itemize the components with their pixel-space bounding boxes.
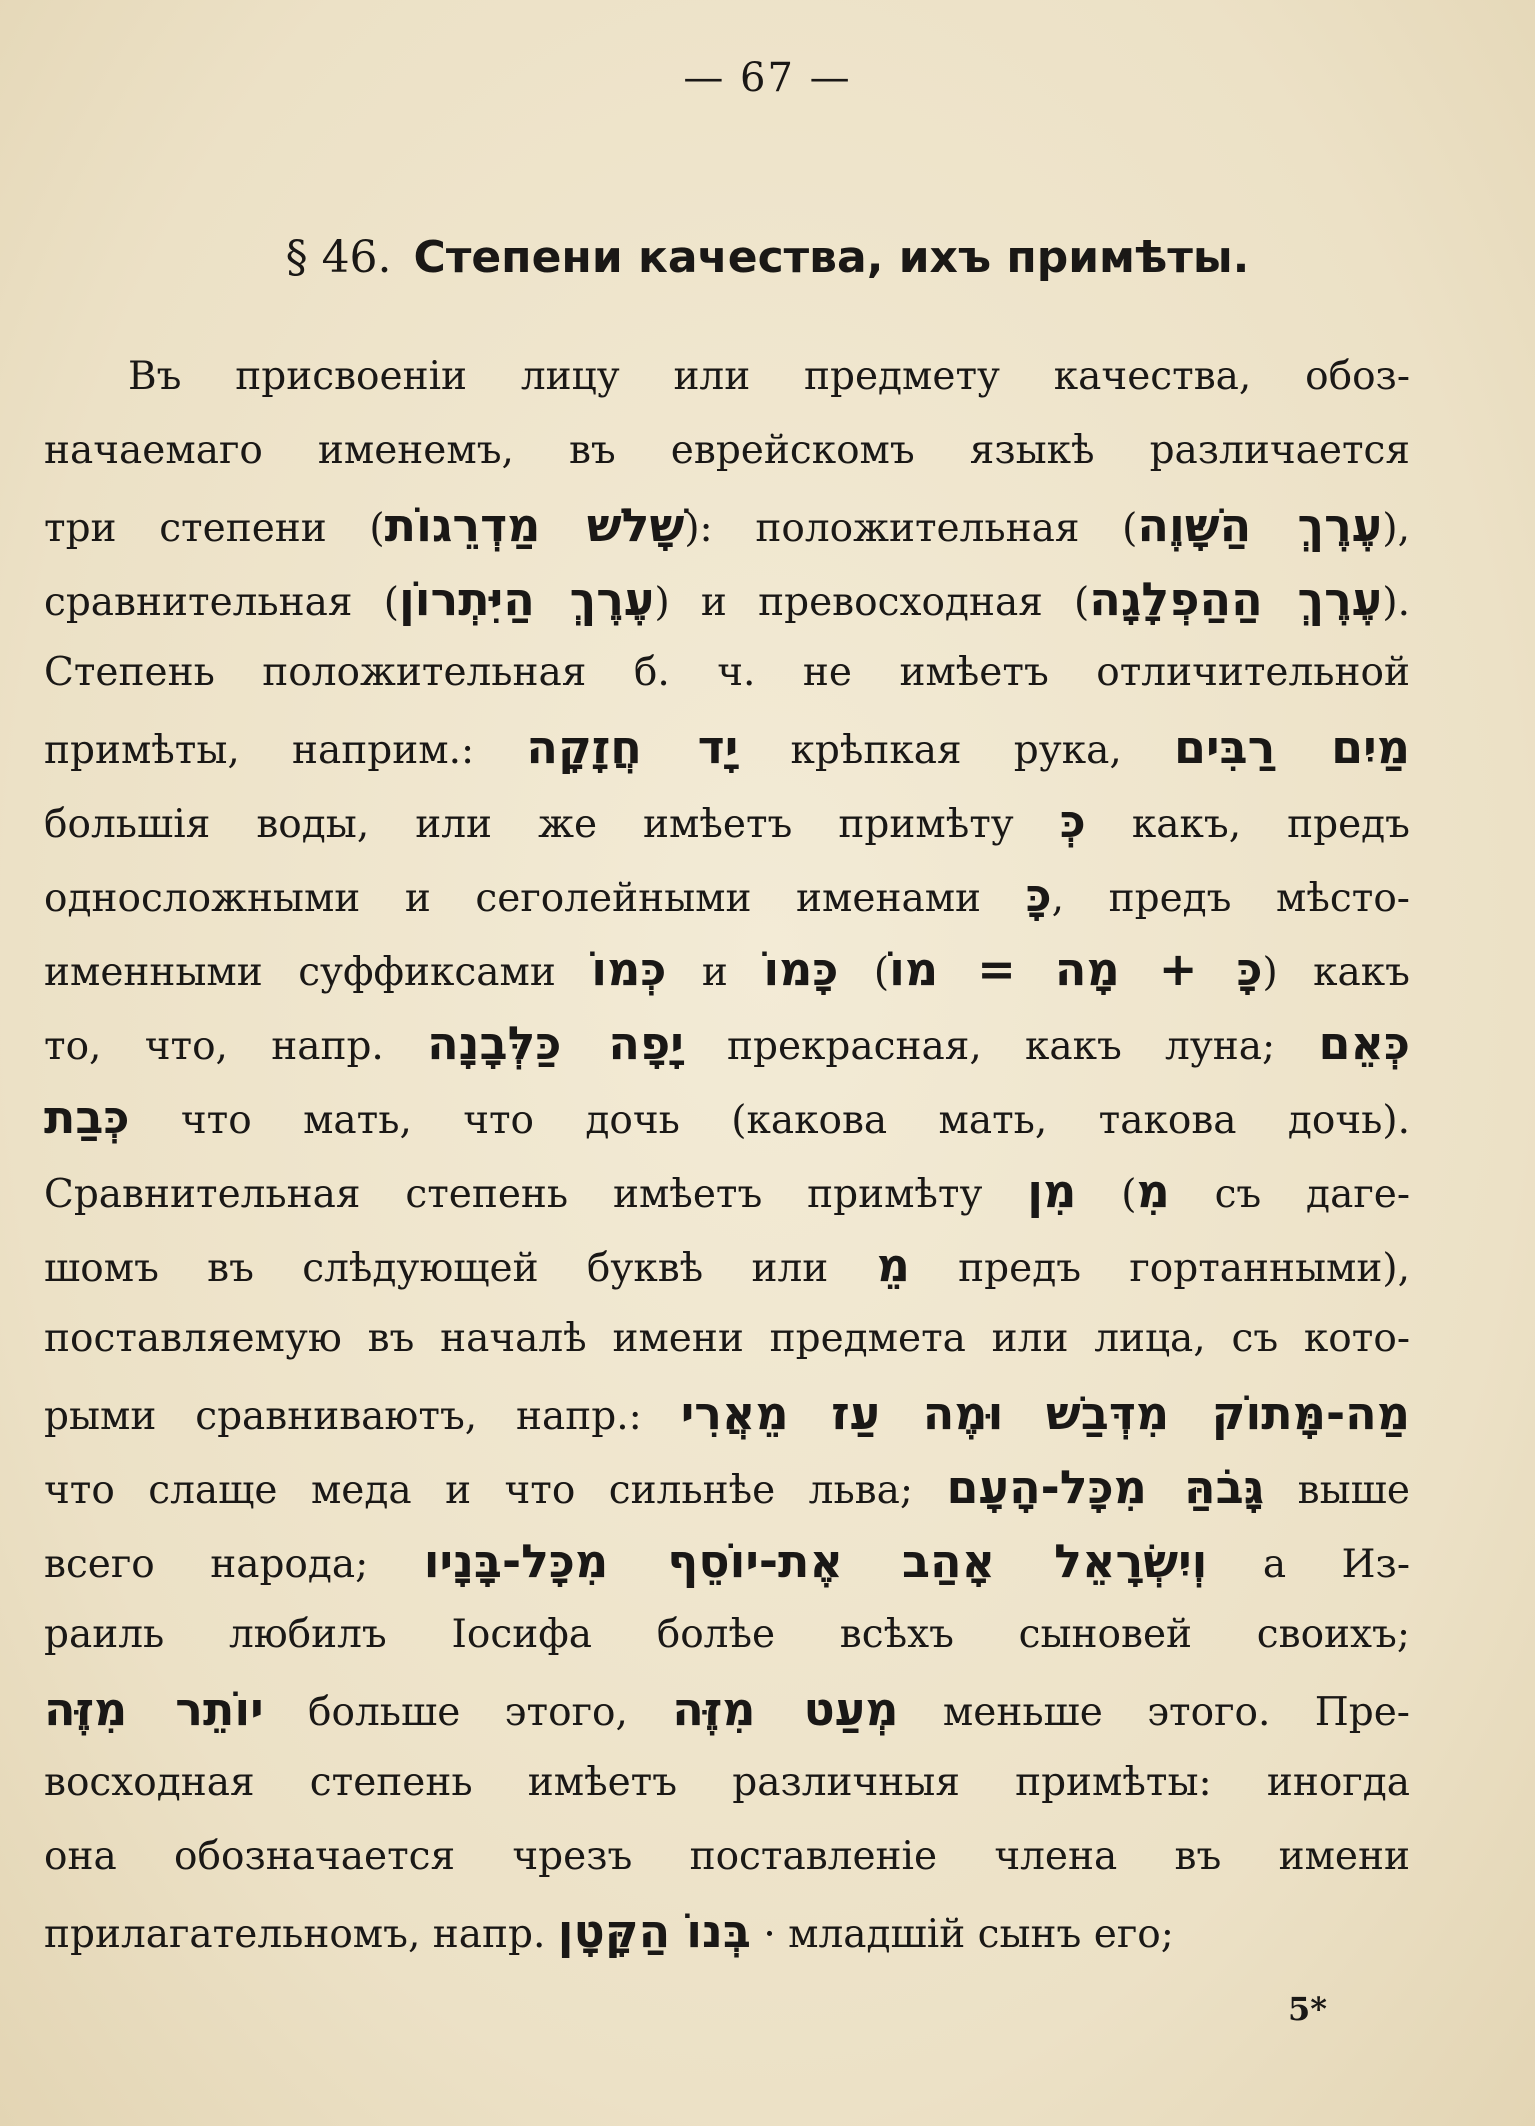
- text-run: · младшiй сынъ его;: [750, 1912, 1174, 1957]
- text-run: Степень положительная б. ч. не имѣетъ отличительной: [44, 650, 1410, 695]
- text-run: односложными и сеголейными именами: [44, 876, 1026, 921]
- text-run: Сравнительная степень имѣетъ примѣту: [44, 1172, 1028, 1217]
- hebrew-term: יָד חֲזָקָה: [526, 720, 739, 774]
- signature-mark: 5*: [1288, 1990, 1327, 2028]
- text-run: шомъ въ слѣдующей буквѣ или: [44, 1246, 877, 1291]
- hebrew-term: גָּבֹהַּ מִכָּל-הָעָם: [946, 1460, 1265, 1514]
- hebrew-term: כְּמוֹ: [591, 942, 667, 996]
- text-run: выше: [1264, 1468, 1411, 1513]
- text-line: [44, 414, 1410, 488]
- text-run: что слаще меда и что сильнѣе льва;: [44, 1468, 947, 1513]
- text-run: Въ присвоенiи лицу или предмету качества, обоз-: [128, 354, 1410, 399]
- text-run: (: [1076, 1172, 1137, 1217]
- text-run: что мать, что дочь (какова мать, такова дочь).: [129, 1098, 1410, 1143]
- text-run: меньше этого. Пре-: [898, 1690, 1410, 1735]
- text-run: всего народа;: [44, 1542, 424, 1587]
- hebrew-term: מַיִם רַבִּים: [1173, 720, 1410, 774]
- text-run: большiя воды, или же имѣетъ примѣту: [44, 802, 1060, 847]
- text-line: [44, 1450, 1410, 1524]
- body-text: [44, 340, 1410, 1968]
- text-line: [44, 710, 1410, 784]
- text-run: начаемаго именемъ, въ еврейскомъ языкѣ различается: [44, 428, 1410, 473]
- text-run: поставляемую въ началѣ имени предмета или лица, съ кото-: [44, 1316, 1410, 1361]
- text-run: ),: [1382, 506, 1410, 551]
- text-line: [44, 636, 1410, 710]
- text-run: она обозначается чрезъ поставленiе члена въ имени: [44, 1834, 1410, 1879]
- text-run: раиль любилъ Iосифа болѣе всѣхъ сыновей своихъ;: [44, 1612, 1410, 1657]
- text-line: [44, 1672, 1410, 1746]
- text-run: , предъ мѣсто-: [1051, 876, 1410, 921]
- text-run: три степени (: [44, 506, 385, 551]
- text-run: именными суффиксами: [44, 950, 592, 995]
- text-run: прекрасная, какъ луна;: [683, 1024, 1319, 1069]
- text-run: ): положительная (: [684, 506, 1138, 551]
- hebrew-term: כָּמוֹ: [763, 942, 839, 996]
- text-run: а Из-: [1207, 1542, 1410, 1587]
- text-run: прилагательномъ, напр.: [44, 1912, 558, 1957]
- hebrew-term: וְיִשְׂרָאֵל אָהַב אֶת-יוֹסֵף מִכָּל-בָּנָיו: [423, 1534, 1208, 1588]
- hebrew-term: מֵ: [876, 1238, 910, 1292]
- section-heading: [0, 232, 1535, 283]
- text-line: [44, 1006, 1410, 1080]
- hebrew-term: כְּבַת: [44, 1090, 130, 1144]
- page-number: — 67 —: [683, 55, 852, 101]
- text-line: [44, 1524, 1410, 1598]
- hebrew-term: יָפָה כַּלְּבָנָה: [427, 1016, 684, 1070]
- text-run: ).: [1382, 580, 1410, 625]
- hebrew-term: עֶרֶךְ הַהַפְלָגָה: [1089, 572, 1383, 626]
- text-line: [44, 1598, 1410, 1672]
- text-line: [44, 1894, 1410, 1968]
- hebrew-term: כְּ: [1059, 794, 1086, 848]
- text-line: [44, 858, 1410, 932]
- text-run: (: [838, 950, 890, 995]
- text-run: крѣпкая рука,: [738, 728, 1174, 773]
- hebrew-term: שָׁלשׁ מַדְרֵגוֹת: [384, 498, 685, 552]
- text-run: предъ гортанными),: [909, 1246, 1410, 1291]
- hebrew-term: מַה-מָּתוֹק מִדְּבַשׁ וּמֶה עַז מֵאֲרִי: [680, 1386, 1411, 1440]
- text-line: [44, 784, 1410, 858]
- text-line: [44, 340, 1410, 414]
- hebrew-term: בְּנוֹ הַקָּטָן: [557, 1904, 751, 1958]
- text-line: [44, 1376, 1410, 1450]
- hebrew-term: יוֹתֵר מִזֶּה: [44, 1682, 264, 1736]
- text-run: сравнительная (: [44, 580, 399, 625]
- hebrew-term: מִן: [1027, 1164, 1077, 1218]
- text-run: какъ, предъ: [1085, 802, 1410, 847]
- section-number: § 46.: [285, 232, 392, 283]
- hebrew-term: עֶרֶךְ הַשָּׁוֶה: [1137, 498, 1383, 552]
- text-line: [44, 562, 1410, 636]
- text-run: и: [666, 950, 764, 995]
- text-run: восходная степень имѣетъ различныя примѣты: иногда: [44, 1760, 1410, 1805]
- text-run: съ даге-: [1169, 1172, 1411, 1217]
- section-title: Степени качества, ихъ примѣты.: [413, 232, 1250, 283]
- text-run: то, что, напр.: [44, 1024, 428, 1069]
- text-run: ) и превосходная (: [654, 580, 1090, 625]
- text-line: [44, 1746, 1410, 1820]
- text-run: рыми сравниваютъ, напр.:: [44, 1394, 681, 1439]
- hebrew-term: כָּ: [1025, 868, 1052, 922]
- text-line: [44, 488, 1410, 562]
- hebrew-term: כְּאֵם: [1318, 1016, 1411, 1070]
- text-run: ) какъ: [1262, 950, 1410, 995]
- text-line: [44, 1154, 1410, 1228]
- hebrew-term: מִ: [1136, 1164, 1170, 1218]
- text-line: [44, 1080, 1410, 1154]
- text-run: больше этого,: [263, 1690, 673, 1735]
- text-line: [44, 1302, 1410, 1376]
- hebrew-term: כָּ + מָה = מוֹ: [889, 942, 1263, 996]
- hebrew-term: מְעַט מִזֶּה: [672, 1682, 899, 1736]
- text-line: [44, 1820, 1410, 1894]
- text-line: [44, 1228, 1410, 1302]
- text-line: [44, 932, 1410, 1006]
- hebrew-term: עֶרֶךְ הַיִּתְרוֹן: [398, 572, 655, 626]
- text-run: примѣты, наприм.:: [44, 728, 527, 773]
